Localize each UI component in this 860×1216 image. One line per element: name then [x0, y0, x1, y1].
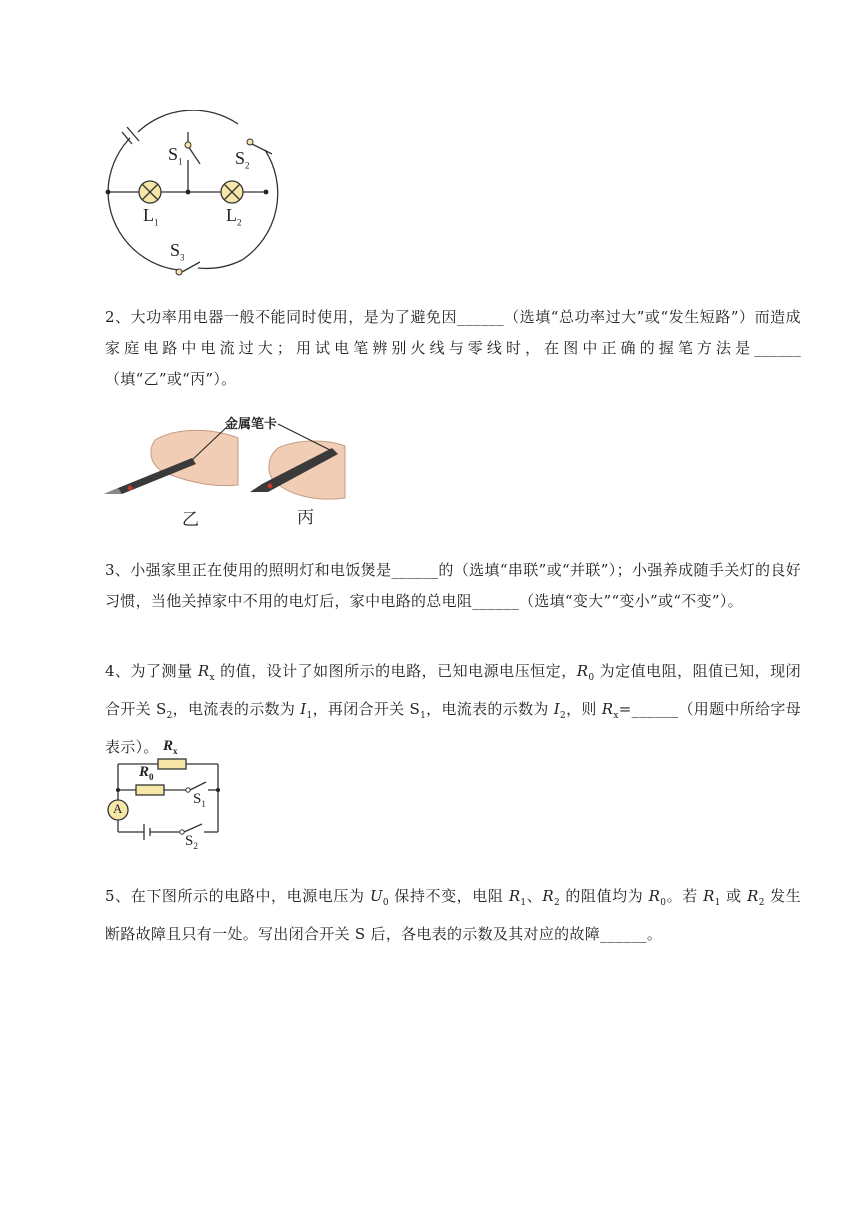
question-5: 5、在下图所示的电路中，电源电压为 $U_0$ 保持不变，电阻 $R_1$、$R_2$ 的阻值均为 $R_0$。若 $R_1$ 或 $R_2$ 发生断路故障且只有一处。写出闭合开关 S 后，各电表的示数及其对应的故障______。	[105, 887, 802, 943]
label-s1: $S_1$	[168, 144, 183, 167]
question-2	[105, 302, 801, 395]
label-s2: $S_2$	[235, 148, 250, 171]
label-rx: $R_x$	[163, 738, 178, 756]
label-ammeter: A	[113, 801, 123, 816]
circuit-diagram-1	[100, 110, 280, 280]
label-s2-fig3: $S_2$	[185, 833, 198, 851]
question-4: 4、为了测量 $R_x$ 的值，设计了如图所示的电路，已知电源电压恒定，$R_0$ 为定值电阻，阻值已知，现闭合开关 $S_2$，电流表的示数为 $I_1$，再闭合开关 $S_1$，电流表的示数为 $I_2$，则 $R_x=\_\_\_\_\_\_$（用题中所给字母表示）。	[105, 662, 801, 756]
label-s1-fig3: $S_1$	[193, 791, 206, 809]
label-metal-clip: 金属笔卡	[225, 417, 278, 432]
label-s3: $S_3$	[170, 240, 185, 263]
label-r0: $R_0$	[139, 764, 154, 782]
question-2-text: 2、大功率用电器一般不能同时使用，是为了避免因______（选填“总功率过大”或“发生短路”）而造成家庭电路中电流过大；用试电笔辨别火线与零线时，在图中正确的握笔方法是______（填“乙”或“丙”）。	[105, 308, 801, 388]
question-3	[105, 555, 801, 617]
label-l2: $L_2$	[226, 205, 242, 228]
circuit-diagram-rx	[100, 740, 240, 850]
label-bing: 丙	[297, 508, 314, 528]
label-yi: 乙	[182, 510, 199, 530]
label-l1: $L_1$	[143, 205, 159, 228]
question-3-text: 3、小强家里正在使用的照明灯和电饭煲是______的（选填“串联”或“并联”）；小强养成随手关灯的良好习惯，当他关掉家中不用的电灯后，家中电路的总电阻______（选填“变大”“变小”或“不变”）。	[105, 561, 801, 610]
